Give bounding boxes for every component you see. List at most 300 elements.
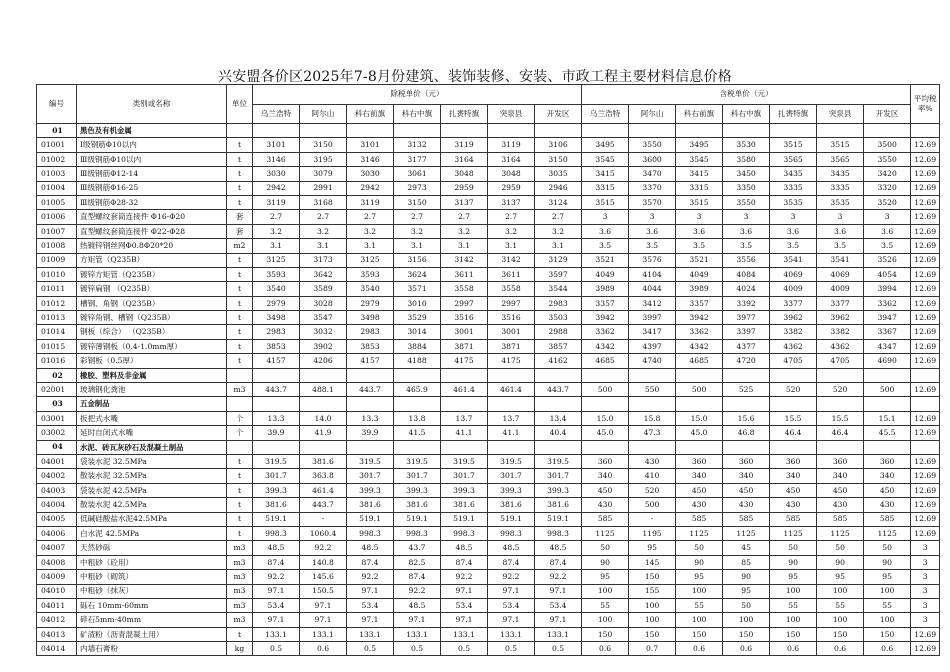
excl-tax-price: 3146 — [347, 152, 394, 166]
excl-tax-price: 97.1 — [488, 613, 535, 627]
item-code: 01010 — [37, 267, 77, 281]
incl-tax-price: 1195 — [629, 526, 676, 540]
incl-tax-price: 340 — [817, 469, 864, 483]
item-name: 中粗砂（砼用） — [77, 555, 227, 569]
category-row — [37, 440, 940, 454]
excl-tax-price: 87.4 — [488, 555, 535, 569]
item-code: 04008 — [37, 555, 77, 569]
excl-tax-price: 3.1 — [535, 239, 582, 253]
incl-tax-price: 55 — [817, 598, 864, 612]
item-name: 镀锌薄钢板（0.4-1.0mm厚） — [77, 339, 227, 353]
table-row — [37, 454, 940, 468]
table-row — [37, 210, 940, 224]
incl-tax-price: 100 — [629, 598, 676, 612]
avg-tax-rate: 12.69 — [911, 138, 940, 152]
page-title: 兴安盟各价区2025年7-8月份建筑、装饰装修、安装、市政工程主要材料信息价格 — [218, 69, 732, 85]
incl-tax-price: 3362 — [582, 325, 629, 339]
item-name: Ⅲ级钢筋Φ16-25 — [77, 181, 227, 195]
excl-tax-price: 3597 — [535, 267, 582, 281]
incl-tax-price: 3 — [817, 210, 864, 224]
excl-tax-price: 41.1 — [488, 426, 535, 440]
excl-tax-price: 3119 — [253, 195, 300, 209]
header-incl-region: 乌兰浩特 — [582, 104, 629, 124]
incl-tax-price: 150 — [864, 627, 911, 641]
table-row — [37, 267, 940, 281]
incl-tax-price: 500 — [629, 498, 676, 512]
incl-tax-price: - — [629, 512, 676, 526]
item-unit: t — [227, 339, 253, 353]
incl-tax-price: 4104 — [629, 267, 676, 281]
avg-tax-rate: 12.69 — [911, 426, 940, 440]
excl-tax-price: 3173 — [300, 253, 347, 267]
item-unit: t — [227, 325, 253, 339]
item-unit: 个 — [227, 426, 253, 440]
empty-cell — [864, 440, 911, 454]
item-name: 玻璃钢化粪池 — [77, 383, 227, 397]
excl-tax-price: 381.6 — [535, 498, 582, 512]
excl-tax-price: 48.5 — [347, 541, 394, 555]
avg-tax-rate: 12.69 — [911, 311, 940, 325]
incl-tax-price: 3392 — [723, 296, 770, 310]
incl-tax-price: 4720 — [723, 354, 770, 368]
table-row — [37, 224, 940, 238]
incl-tax-price: 15.8 — [629, 411, 676, 425]
excl-tax-price: 519.1 — [253, 512, 300, 526]
incl-tax-price: 95 — [676, 570, 723, 584]
item-code: 01001 — [37, 138, 77, 152]
header-excl-region: 乌兰浩特 — [253, 104, 300, 124]
excl-tax-price: 465.9 — [394, 383, 441, 397]
category-row — [37, 124, 940, 138]
excl-tax-price: 41.9 — [300, 426, 347, 440]
incl-tax-price: 360 — [817, 454, 864, 468]
incl-tax-price: 100 — [582, 613, 629, 627]
empty-cell — [911, 440, 940, 454]
incl-tax-price: 360 — [864, 454, 911, 468]
excl-tax-price: 2.7 — [488, 210, 535, 224]
incl-tax-price: 15.1 — [864, 411, 911, 425]
avg-tax-rate: 3 — [911, 598, 940, 612]
avg-tax-rate: 12.69 — [911, 296, 940, 310]
table-row — [37, 598, 940, 612]
incl-tax-price: 340 — [770, 469, 817, 483]
incl-tax-price: 95 — [864, 570, 911, 584]
empty-cell — [441, 124, 488, 138]
excl-tax-price: 3132 — [394, 138, 441, 152]
excl-tax-price: 319.5 — [253, 454, 300, 468]
empty-cell — [394, 124, 441, 138]
excl-tax-price: 2942 — [253, 181, 300, 195]
incl-tax-price: 3520 — [864, 195, 911, 209]
incl-tax-price: 4705 — [817, 354, 864, 368]
item-name: 中粗砂（砌筑） — [77, 570, 227, 584]
excl-tax-price: 519.1 — [488, 512, 535, 526]
incl-tax-price: 50 — [864, 541, 911, 555]
excl-tax-price: 381.6 — [394, 498, 441, 512]
avg-tax-rate: 12.69 — [911, 483, 940, 497]
incl-tax-price: 3370 — [629, 181, 676, 195]
item-code: 04009 — [37, 570, 77, 584]
table-row — [37, 570, 940, 584]
item-unit: m3 — [227, 598, 253, 612]
incl-tax-price: 450 — [864, 483, 911, 497]
excl-tax-price: 3571 — [394, 282, 441, 296]
empty-cell — [676, 124, 723, 138]
excl-tax-price: 3106 — [535, 138, 582, 152]
item-unit: m3 — [227, 555, 253, 569]
header-incl-region: 阿尔山 — [629, 104, 676, 124]
item-code: 04007 — [37, 541, 77, 555]
item-unit: 套 — [227, 224, 253, 238]
incl-tax-price: 100 — [723, 613, 770, 627]
item-code: 03002 — [37, 426, 77, 440]
excl-tax-price: 150.5 — [300, 584, 347, 598]
incl-tax-price: 520 — [770, 383, 817, 397]
excl-tax-price: 92.2 — [253, 570, 300, 584]
incl-tax-price: 47.3 — [629, 426, 676, 440]
incl-tax-price: 4685 — [582, 354, 629, 368]
item-name: 碎石5mm-40mm — [77, 613, 227, 627]
excl-tax-price: 3035 — [535, 167, 582, 181]
incl-tax-price: 3350 — [723, 181, 770, 195]
excl-tax-price: 13.7 — [441, 411, 488, 425]
excl-tax-price: 53.4 — [488, 598, 535, 612]
excl-tax-price: 3884 — [394, 339, 441, 353]
excl-tax-price: 519.1 — [394, 512, 441, 526]
incl-tax-price: 3415 — [582, 167, 629, 181]
item-code: 04006 — [37, 526, 77, 540]
item-name: Ⅰ级钢筋Φ10以内 — [77, 138, 227, 152]
excl-tax-price: 3142 — [488, 253, 535, 267]
incl-tax-price: 3320 — [864, 181, 911, 195]
incl-tax-price: 3315 — [676, 181, 723, 195]
empty-cell — [864, 397, 911, 411]
incl-tax-price: 3.5 — [582, 239, 629, 253]
incl-tax-price: 3.5 — [817, 239, 864, 253]
item-name: 散装水泥 42.5MPa — [77, 498, 227, 512]
incl-tax-price: 3470 — [629, 167, 676, 181]
table-body — [37, 124, 940, 656]
excl-tax-price: 87.4 — [253, 555, 300, 569]
incl-tax-price: 3382 — [817, 325, 864, 339]
incl-tax-price: 3.6 — [582, 224, 629, 238]
excl-tax-price: 363.8 — [300, 469, 347, 483]
excl-tax-price: 443.7 — [535, 383, 582, 397]
excl-tax-price: 87.4 — [347, 555, 394, 569]
item-name: Ⅲ级钢筋Φ12-14 — [77, 167, 227, 181]
excl-tax-price: 2988 — [535, 325, 582, 339]
item-name: 直型螺纹套筒连接件 Φ22-Φ28 — [77, 224, 227, 238]
excl-tax-price: 319.5 — [394, 454, 441, 468]
header-incl-region: 扎赉特旗 — [770, 104, 817, 124]
avg-tax-rate: 12.69 — [911, 498, 940, 512]
item-unit: m3 — [227, 383, 253, 397]
incl-tax-price: 95 — [817, 570, 864, 584]
excl-tax-price: 3150 — [394, 195, 441, 209]
excl-tax-price: 3150 — [535, 152, 582, 166]
item-name: 扳把式水嘴 — [77, 411, 227, 425]
incl-tax-price: 150 — [723, 627, 770, 641]
incl-tax-price: 585 — [817, 512, 864, 526]
excl-tax-price: 3032 — [300, 325, 347, 339]
excl-tax-price: 399.3 — [253, 483, 300, 497]
item-unit: m3 — [227, 570, 253, 584]
incl-tax-price: 3.6 — [864, 224, 911, 238]
item-name: 白水泥 42.5MPa — [77, 526, 227, 540]
incl-tax-price: 90 — [582, 555, 629, 569]
incl-tax-price: 15.0 — [582, 411, 629, 425]
excl-tax-price: 2.7 — [253, 210, 300, 224]
excl-tax-price: 381.6 — [441, 498, 488, 512]
avg-tax-rate: 12.69 — [911, 210, 940, 224]
incl-tax-price: 3382 — [770, 325, 817, 339]
excl-tax-price: 3048 — [441, 167, 488, 181]
avg-tax-rate: 3 — [911, 570, 940, 584]
excl-tax-price: 2983 — [347, 325, 394, 339]
excl-tax-price: 3558 — [441, 282, 488, 296]
empty-cell — [582, 397, 629, 411]
excl-tax-price: 2983 — [253, 325, 300, 339]
incl-tax-price: 150 — [770, 627, 817, 641]
excl-tax-price: 13.3 — [347, 411, 394, 425]
incl-tax-price: 340 — [864, 469, 911, 483]
incl-tax-price: 3435 — [817, 167, 864, 181]
excl-tax-price: 998.3 — [535, 526, 582, 540]
excl-tax-price: 3150 — [300, 138, 347, 152]
excl-tax-price: 3010 — [394, 296, 441, 310]
incl-tax-price: 0.6 — [676, 642, 723, 656]
incl-tax-price: 3 — [629, 210, 676, 224]
item-code: 04010 — [37, 584, 77, 598]
excl-tax-price: 3.1 — [488, 239, 535, 253]
incl-tax-price: 3.6 — [770, 224, 817, 238]
excl-tax-price: 3624 — [394, 267, 441, 281]
empty-cell — [535, 368, 582, 382]
incl-tax-price: 15.5 — [770, 411, 817, 425]
table-row — [37, 167, 940, 181]
incl-tax-price: 3362 — [676, 325, 723, 339]
incl-tax-price: 340 — [582, 469, 629, 483]
excl-tax-price: 3101 — [347, 138, 394, 152]
header-excl-region: 科右中旗 — [394, 104, 441, 124]
item-unit: t — [227, 512, 253, 526]
excl-tax-price: 97.1 — [441, 584, 488, 598]
empty-cell — [535, 440, 582, 454]
incl-tax-price: 45.0 — [582, 426, 629, 440]
table-row — [37, 195, 940, 209]
header-excl-region: 突泉县 — [488, 104, 535, 124]
excl-tax-price: 41.5 — [394, 426, 441, 440]
excl-tax-price: 3853 — [253, 339, 300, 353]
incl-tax-price: 3 — [582, 210, 629, 224]
incl-tax-price: 1125 — [582, 526, 629, 540]
excl-tax-price: 3195 — [300, 152, 347, 166]
incl-tax-price: 0.6 — [864, 642, 911, 656]
excl-tax-price: 3137 — [441, 195, 488, 209]
incl-tax-price: 3515 — [770, 138, 817, 152]
item-unit: t — [227, 311, 253, 325]
item-name: 延时自闭式水嘴 — [77, 426, 227, 440]
excl-tax-price: 97.1 — [535, 584, 582, 598]
empty-cell — [441, 397, 488, 411]
incl-tax-price: 450 — [723, 483, 770, 497]
excl-tax-price: 2997 — [441, 296, 488, 310]
table-row — [37, 138, 940, 152]
empty-cell — [441, 440, 488, 454]
item-code: 04012 — [37, 613, 77, 627]
unit-cell — [227, 440, 253, 454]
excl-tax-price: 48.5 — [535, 541, 582, 555]
excl-tax-price: 399.3 — [394, 483, 441, 497]
empty-cell — [394, 397, 441, 411]
item-name: 天然砂砾 — [77, 541, 227, 555]
excl-tax-price: 4157 — [253, 354, 300, 368]
excl-tax-price: 0.5 — [394, 642, 441, 656]
item-unit: t — [227, 152, 253, 166]
item-code: 01008 — [37, 239, 77, 253]
excl-tax-price: 3168 — [300, 195, 347, 209]
empty-cell — [676, 397, 723, 411]
empty-cell — [676, 440, 723, 454]
item-unit: t — [227, 454, 253, 468]
excl-tax-price: 998.3 — [441, 526, 488, 540]
excl-tax-price: 1060.4 — [300, 526, 347, 540]
excl-tax-price: - — [300, 512, 347, 526]
excl-tax-price: 3.1 — [441, 239, 488, 253]
avg-tax-rate: 12.69 — [911, 383, 940, 397]
excl-tax-price: 133.1 — [394, 627, 441, 641]
excl-tax-price: 133.1 — [488, 627, 535, 641]
incl-tax-price: 4690 — [864, 354, 911, 368]
avg-tax-rate: 12.69 — [911, 181, 940, 195]
table-row — [37, 296, 940, 310]
incl-tax-price: 500 — [676, 383, 723, 397]
incl-tax-price: 1125 — [817, 526, 864, 540]
avg-tax-rate: 12.69 — [911, 267, 940, 281]
excl-tax-price: 4206 — [300, 354, 347, 368]
excl-tax-price: 39.9 — [347, 426, 394, 440]
excl-tax-price: 3001 — [488, 325, 535, 339]
excl-tax-price: 2.7 — [300, 210, 347, 224]
incl-tax-price: 500 — [582, 383, 629, 397]
incl-tax-price: 500 — [864, 383, 911, 397]
item-unit: t — [227, 627, 253, 641]
incl-tax-price: 3335 — [817, 181, 864, 195]
incl-tax-price: 3541 — [817, 253, 864, 267]
incl-tax-price: 585 — [864, 512, 911, 526]
incl-tax-price: 360 — [723, 454, 770, 468]
excl-tax-price: 4175 — [441, 354, 488, 368]
incl-tax-price: 145 — [629, 555, 676, 569]
category-name: 黑色及有机金属 — [77, 124, 227, 138]
incl-tax-price: 100 — [817, 584, 864, 598]
excl-tax-price: 2959 — [488, 181, 535, 195]
unit-cell — [227, 397, 253, 411]
incl-tax-price: 3450 — [723, 167, 770, 181]
incl-tax-price: 3.5 — [723, 239, 770, 253]
excl-tax-price: 13.3 — [253, 411, 300, 425]
incl-tax-price: 4342 — [676, 339, 723, 353]
item-code: 04004 — [37, 498, 77, 512]
incl-tax-price: 95 — [723, 584, 770, 598]
empty-cell — [911, 397, 940, 411]
excl-tax-price: 3540 — [347, 282, 394, 296]
incl-tax-price: 95 — [582, 570, 629, 584]
excl-tax-price: 319.5 — [441, 454, 488, 468]
excl-tax-price: 3.2 — [441, 224, 488, 238]
table-row — [37, 642, 940, 656]
item-name: 直型螺纹套筒连接件 Φ16-Φ20 — [77, 210, 227, 224]
excl-tax-price: 3593 — [347, 267, 394, 281]
item-code: 01012 — [37, 296, 77, 310]
item-unit: t — [227, 253, 253, 267]
excl-tax-price: 3.2 — [253, 224, 300, 238]
avg-tax-rate: 12.69 — [911, 325, 940, 339]
excl-tax-price: 53.4 — [441, 598, 488, 612]
excl-tax-price: 133.1 — [441, 627, 488, 641]
incl-tax-price: 1125 — [770, 526, 817, 540]
incl-tax-price: 50 — [676, 541, 723, 555]
incl-tax-price: 4397 — [629, 339, 676, 353]
empty-cell — [394, 440, 441, 454]
avg-tax-rate: 12.69 — [911, 512, 940, 526]
incl-tax-price: 46.4 — [770, 426, 817, 440]
excl-tax-price: 3.2 — [300, 224, 347, 238]
item-code: 04014 — [37, 642, 77, 656]
incl-tax-price: 3565 — [770, 152, 817, 166]
excl-tax-price: 3156 — [394, 253, 441, 267]
excl-tax-price: 3048 — [488, 167, 535, 181]
excl-tax-price: 13.4 — [535, 411, 582, 425]
incl-tax-price: 450 — [676, 483, 723, 497]
excl-tax-price: 53.4 — [535, 598, 582, 612]
item-code: 01002 — [37, 152, 77, 166]
excl-tax-price: 97.1 — [347, 613, 394, 627]
empty-cell — [864, 368, 911, 382]
header-incl-tax: 含税单价（元） — [582, 85, 911, 105]
incl-tax-price: 1125 — [864, 526, 911, 540]
empty-cell — [582, 440, 629, 454]
incl-tax-price: 46.4 — [817, 426, 864, 440]
incl-tax-price: 90 — [676, 555, 723, 569]
excl-tax-price: 133.1 — [253, 627, 300, 641]
table-row — [37, 584, 940, 598]
header-name: 类别或名称 — [77, 85, 227, 124]
excl-tax-price: 3871 — [488, 339, 535, 353]
excl-tax-price: 3125 — [347, 253, 394, 267]
excl-tax-price: 3028 — [300, 296, 347, 310]
excl-tax-price: 2.7 — [535, 210, 582, 224]
incl-tax-price: 3.5 — [864, 239, 911, 253]
incl-tax-price: 3526 — [864, 253, 911, 267]
incl-tax-price: 360 — [582, 454, 629, 468]
excl-tax-price: 145.6 — [300, 570, 347, 584]
incl-tax-price: 4362 — [817, 339, 864, 353]
incl-tax-price: 550 — [629, 383, 676, 397]
incl-tax-price: 3530 — [723, 138, 770, 152]
excl-tax-price: 4162 — [535, 354, 582, 368]
excl-tax-price: 3544 — [535, 282, 582, 296]
avg-tax-rate: 12.69 — [911, 224, 940, 238]
incl-tax-price: 3942 — [582, 311, 629, 325]
excl-tax-price: 3498 — [253, 311, 300, 325]
empty-cell — [723, 368, 770, 382]
incl-tax-price: 4069 — [770, 267, 817, 281]
incl-tax-price: 150 — [629, 627, 676, 641]
incl-tax-price: 3521 — [676, 253, 723, 267]
excl-tax-price: 97.1 — [535, 613, 582, 627]
incl-tax-price: 155 — [629, 584, 676, 598]
